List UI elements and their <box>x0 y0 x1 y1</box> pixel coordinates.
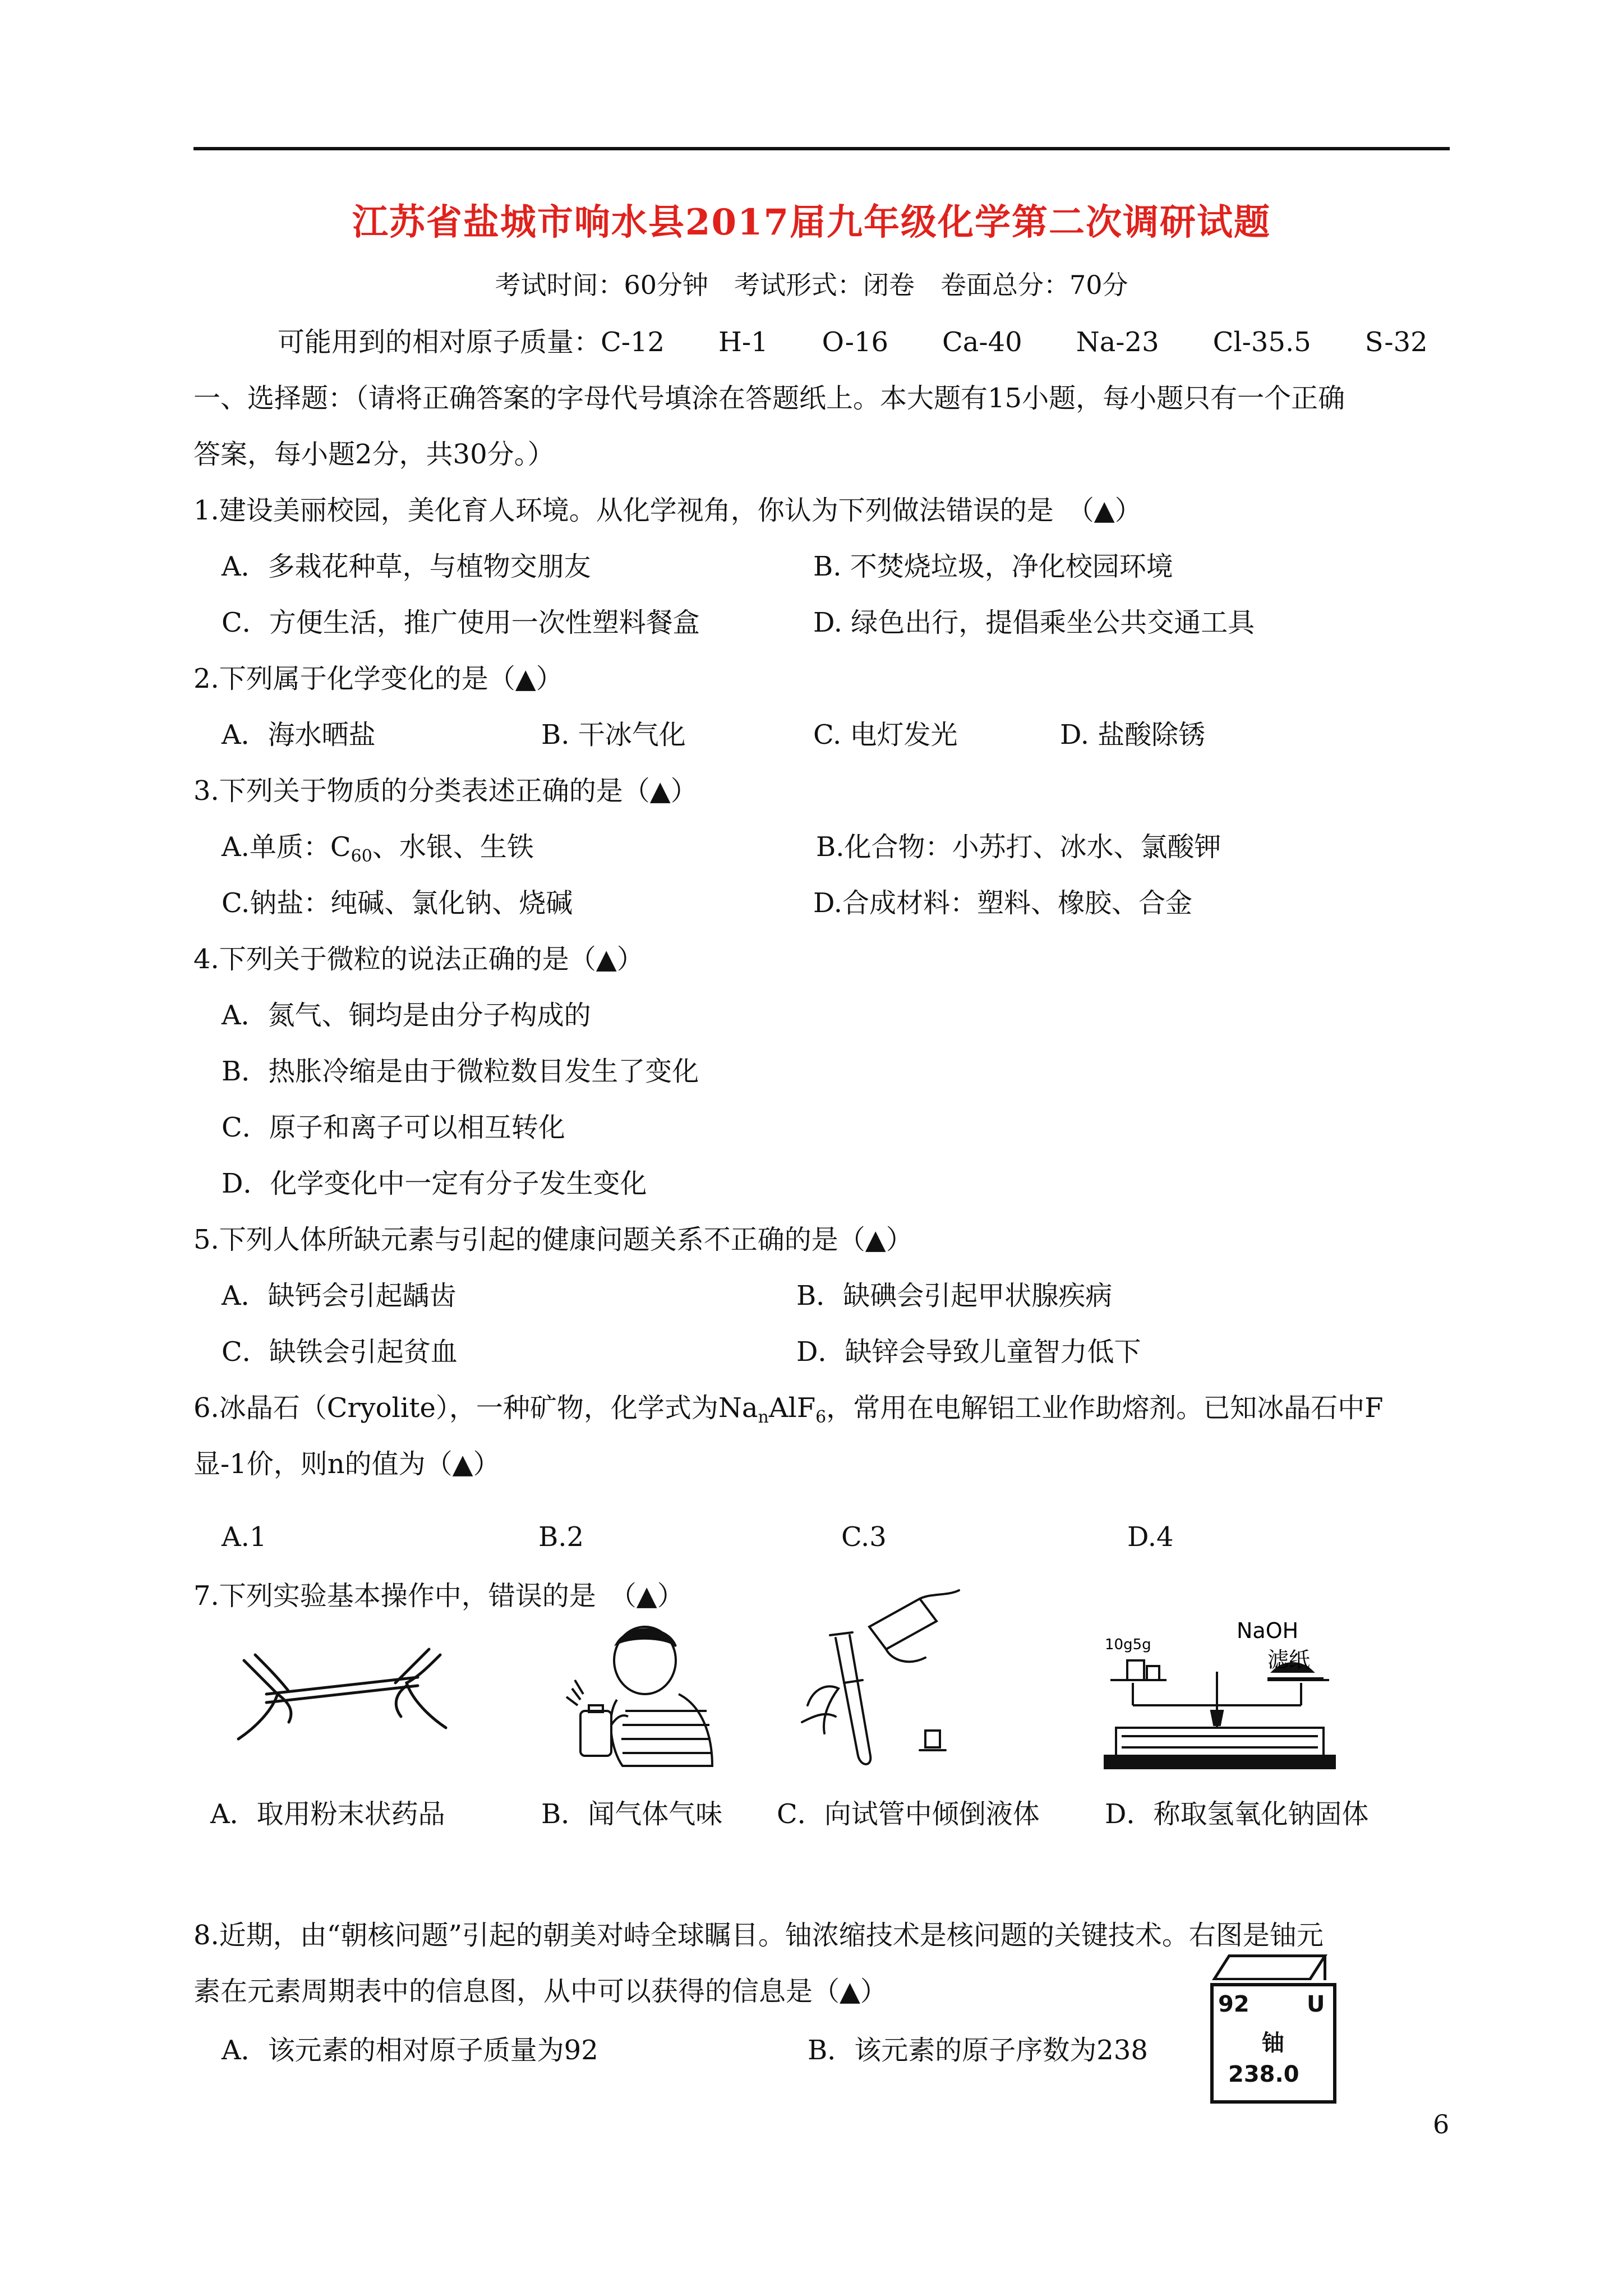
section1-line1: 一、选择题：（请将正确答案的字母代号填涂在答题纸上。本大题有15小题，每小题只有一个正确 <box>193 383 1345 414</box>
q6-option-b: B.2 <box>538 1521 584 1553</box>
naoh-label: NaOH <box>1237 1618 1299 1643</box>
pour-liquid-figure <box>796 1588 981 1773</box>
q2-stem: 2.下列属于化学变化的是（▲） <box>193 663 563 694</box>
q2-option-a: A．海水晒盐 <box>222 719 376 751</box>
q4-option-c: C．原子和离子可以相互转化 <box>222 1112 565 1143</box>
weight-label: 10g5g <box>1105 1636 1151 1653</box>
exam-title: 江苏省盐城市响水县2017届九年级化学第二次调研试题 <box>352 201 1271 243</box>
filter-paper-label: 滤纸 <box>1267 1648 1311 1672</box>
q3-option-a: A.单质：$C_{60}$、水银、生铁 <box>222 831 534 866</box>
q4-option-b: B．热胀冷缩是由于微粒数目发生了变化 <box>222 1056 699 1087</box>
smell-gas-figure <box>550 1621 718 1767</box>
q5-option-d: D．缺锌会导致儿童智力低下 <box>796 1336 1141 1368</box>
element-number: 92 <box>1218 1991 1249 2017</box>
q7-option-c: C．向试管中倾倒液体 <box>777 1798 1040 1830</box>
q3-option-b: B.化合物：小苏打、冰水、氯酸钾 <box>816 831 1221 863</box>
q4-option-a: A．氮气、铜均是由分子构成的 <box>222 1000 591 1031</box>
q5-stem: 5.下列人体所缺元素与引起的健康问题关系不正确的是（▲） <box>193 1224 913 1255</box>
q8-option-b: B．该元素的原子序数为238 <box>808 2035 1148 2066</box>
q7-stem: 7.下列实验基本操作中，错误的是 （▲） <box>193 1580 684 1612</box>
q6-stem-line2: 显-1价，则n的值为（▲） <box>193 1448 500 1480</box>
top-rule <box>193 147 1450 150</box>
element-symbol: U <box>1307 1991 1325 2017</box>
element-mass: 238.0 <box>1228 2062 1299 2087</box>
q1-stem: 1.建设美丽校园，美化育人环境。从化学视角，你认为下列做法错误的是 （▲） <box>193 495 1142 526</box>
q5-option-c: C．缺铁会引起贫血 <box>222 1336 458 1368</box>
element-name: 铀 <box>1262 2030 1284 2056</box>
q1-option-a: A．多栽花种草，与植物交朋友 <box>222 551 591 582</box>
uranium-element-card <box>1206 1952 1346 2109</box>
element-card-3d-edge <box>1206 1952 1332 1980</box>
q6-stem: 6.冰晶石（Cryolite），一种矿物，化学式为$Na_nAlF_6$，常用在电解铝工业作助熔剂。已知冰晶石中F <box>193 1392 1384 1427</box>
q6-option-d: D.4 <box>1127 1521 1174 1553</box>
q1-option-c: C．方便生活，推广使用一次性塑料餐盒 <box>222 607 700 638</box>
q4-stem: 4.下列关于微粒的说法正确的是（▲） <box>193 944 644 975</box>
q2-option-c: C. 电灯发光 <box>813 719 958 751</box>
q3-option-d: D.合成材料：塑料、橡胶、合金 <box>813 887 1193 919</box>
q6-option-a: A.1 <box>222 1521 267 1553</box>
q8-stem-line1: 8.近期，由“朝核问题”引起的朝美对峙全球瞩目。铀浓缩技术是核问题的关键技术。右图是铀元 <box>193 1920 1324 1951</box>
balance-figure <box>1099 1616 1346 1773</box>
section1-line2: 答案，每小题2分，共30分。） <box>193 439 555 470</box>
page-number: 6 <box>1433 2109 1450 2139</box>
q1-option-b: B. 不焚烧垃圾，净化校园环境 <box>813 551 1173 582</box>
q3-stem: 3.下列关于物质的分类表述正确的是（▲） <box>193 775 698 807</box>
q3-option-c: C.钠盐：纯碱、氯化钠、烧碱 <box>222 887 573 919</box>
q4-option-d: D．化学变化中一定有分子发生变化 <box>222 1168 647 1199</box>
exam-info: 考试时间：60分钟 考试形式：闭卷 卷面总分：70分 <box>495 270 1128 300</box>
q6-option-c: C.3 <box>841 1521 887 1553</box>
q5-option-b: B．缺碘会引起甲状腺疾病 <box>796 1280 1113 1312</box>
q2-option-d: D. 盐酸除锈 <box>1060 719 1206 751</box>
q7-option-a: A．取用粉末状药品 <box>210 1798 445 1830</box>
powder-spoon-figure <box>233 1638 451 1750</box>
q8-stem-line2: 素在元素周期表中的信息图，从中可以获得的信息是（▲） <box>193 1976 887 2007</box>
q1-option-d: D. 绿色出行，提倡乘坐公共交通工具 <box>813 607 1255 638</box>
q7-option-d: D．称取氢氧化钠固体 <box>1105 1798 1369 1830</box>
q8-option-a: A．该元素的相对原子质量为92 <box>222 2035 598 2066</box>
q7-option-b: B．闻气体气味 <box>541 1798 723 1830</box>
q2-option-b: B. 干冰气化 <box>541 719 686 751</box>
q5-option-a: A．缺钙会引起龋齿 <box>222 1280 457 1312</box>
atomic-masses: 可能用到的相对原子质量：C-12 H-1 O-16 Ca-40 Na-23 Cl-35.5 S-32 <box>278 326 1428 358</box>
